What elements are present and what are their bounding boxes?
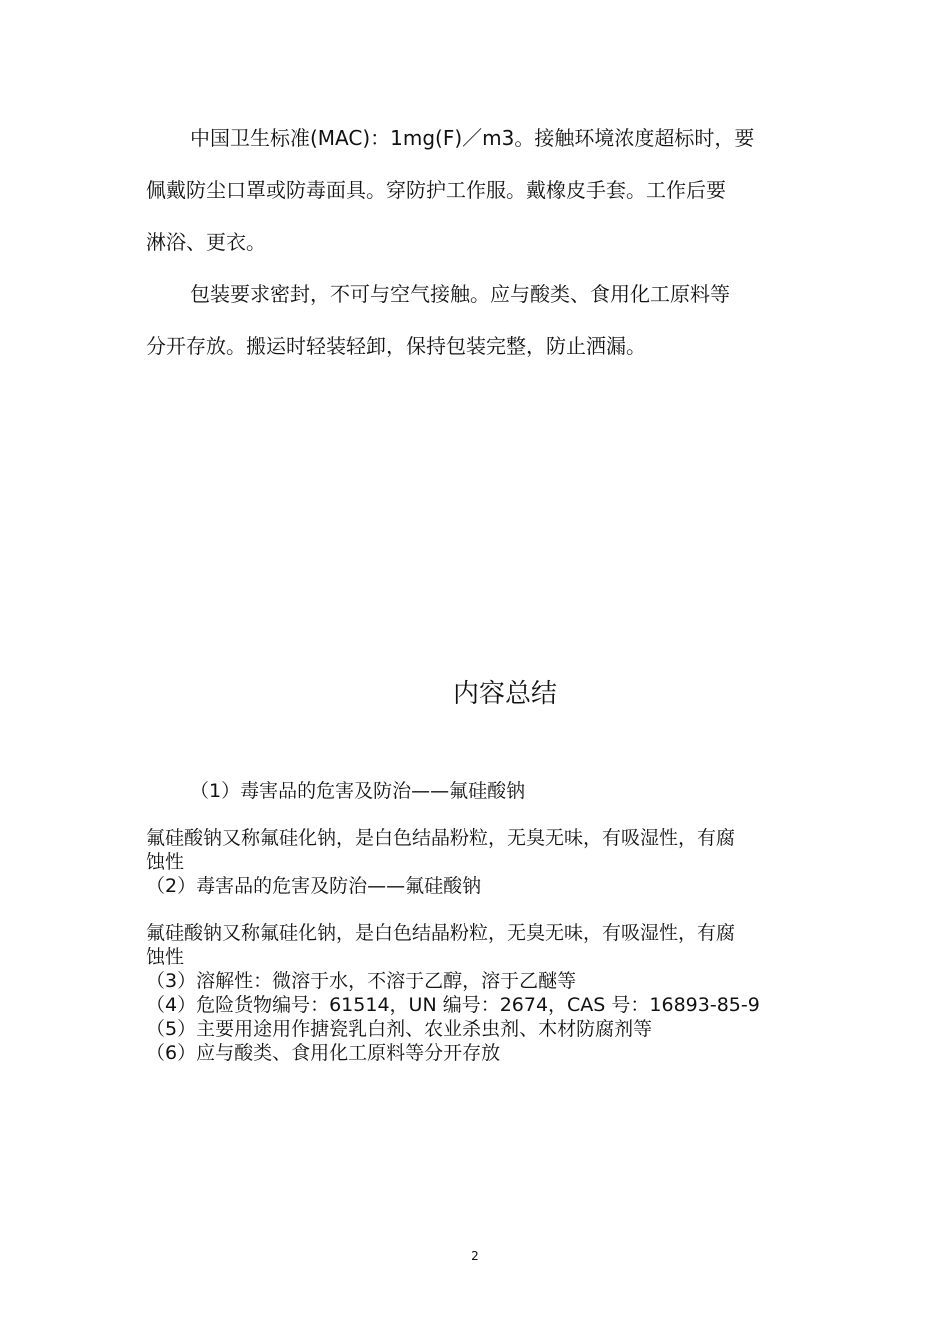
summary-item-4: （4）危险货物编号：61514，UN 编号：2674，CAS 号：16893-85-9 xyxy=(146,994,760,1016)
paragraph-line: 分开存放。搬运时轻装轻卸，保持包装完整，防止洒漏。 xyxy=(146,334,646,358)
paragraph-health-standard xyxy=(146,112,806,268)
summary-item-1-text-cont: 蚀性 xyxy=(146,851,185,873)
paragraph-line: 中国卫生标准(MAC)：1mg(F)／m3。接触环境浓度超标时，要 xyxy=(190,126,755,150)
page-number: 2 xyxy=(471,1249,479,1263)
summary-list-continued xyxy=(146,921,806,1065)
summary-title: 内容总结 xyxy=(452,679,557,709)
summary-item-1-heading-block xyxy=(146,779,806,803)
summary-item-2-heading: （2）毒害品的危害及防治——氟硅酸钠 xyxy=(146,875,482,897)
paragraph-line: 淋浴、更衣。 xyxy=(146,230,266,254)
summary-list xyxy=(146,826,806,898)
summary-item-3: （3）溶解性：微溶于水，不溶于乙醇，溶于乙醚等 xyxy=(146,970,577,992)
summary-item-6: （6）应与酸类、食用化工原料等分开存放 xyxy=(146,1042,501,1064)
paragraph-packaging xyxy=(146,268,806,372)
summary-item-5: （5）主要用途用作搪瓷乳白剂、农业杀虫剂、木材防腐剂等 xyxy=(146,1018,653,1040)
summary-item-1-text: 氟硅酸钠又称氟硅化钠，是白色结晶粉粒，无臭无味，有吸湿性，有腐 xyxy=(146,827,736,849)
paragraph-line: 包装要求密封，不可与空气接触。应与酸类、食用化工原料等 xyxy=(190,282,730,306)
paragraph-line: 佩戴防尘口罩或防毒面具。穿防护工作服。戴橡皮手套。工作后要 xyxy=(146,178,726,202)
summary-item-2-text: 氟硅酸钠又称氟硅化钠，是白色结晶粉粒，无臭无味，有吸湿性，有腐 xyxy=(146,922,736,944)
summary-item-2-text-cont: 蚀性 xyxy=(146,946,185,968)
summary-item-1-heading: （1）毒害品的危害及防治——氟硅酸钠 xyxy=(190,780,526,802)
